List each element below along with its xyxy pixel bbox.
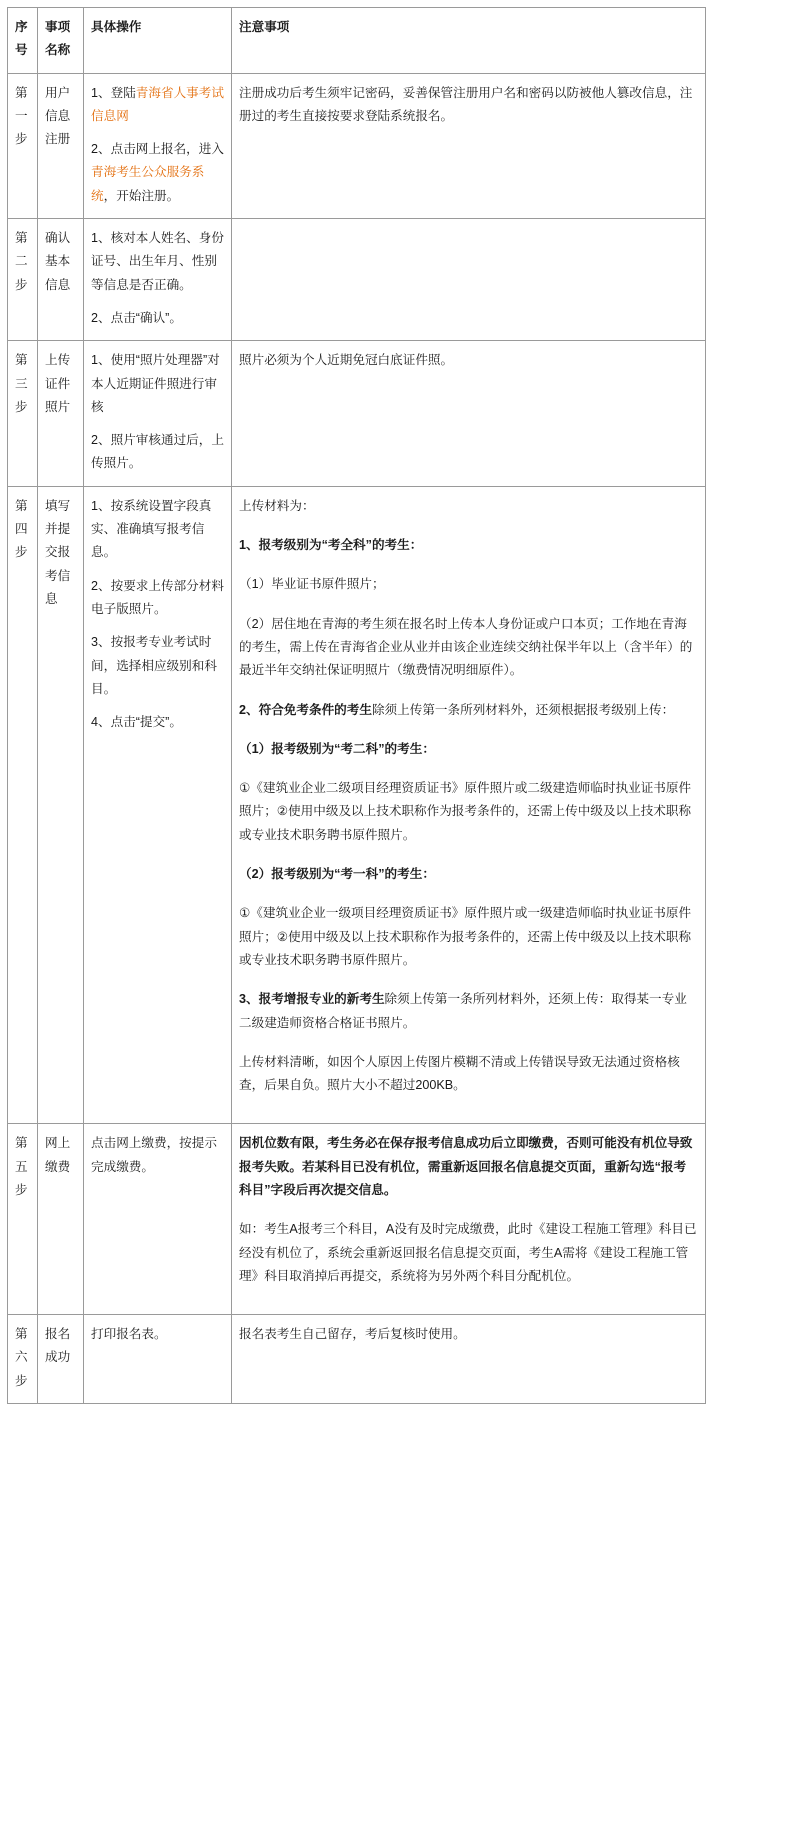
emphasis-text: （1）报考级别为“考二科”的考生： bbox=[239, 741, 435, 756]
cell-operations bbox=[84, 73, 232, 218]
cell-item-name: 网上缴费 bbox=[38, 1124, 84, 1315]
text-run: 上传材料清晰，如因个人原因上传图片模糊不清或上传错误导致无法通过资格核查，后果自负。照片大小不超过200KB。 bbox=[239, 1054, 680, 1093]
cell-step-number: 第五步 bbox=[8, 1124, 38, 1315]
text-run: 1、登陆 bbox=[91, 85, 136, 100]
paragraph bbox=[239, 613, 698, 683]
text-run: 2、点击“确认”。 bbox=[91, 310, 182, 325]
text-run: 除须上传第一条所列材料外，还须上传：取得某一专业二级建造师资格合格证书照片。 bbox=[239, 992, 687, 1030]
paragraph bbox=[91, 1323, 224, 1346]
table-body bbox=[8, 73, 706, 1403]
text-run: 2、照片审核通过后，上传照片。 bbox=[91, 433, 224, 471]
paragraph bbox=[239, 1051, 698, 1098]
cell-operations bbox=[84, 1315, 232, 1404]
table-row bbox=[8, 341, 706, 486]
table-row bbox=[8, 73, 706, 218]
emphasis-text: 3、报考增报专业的新考生 bbox=[239, 992, 385, 1007]
paragraph bbox=[91, 631, 224, 701]
paragraph bbox=[91, 429, 224, 476]
cell-step-number: 第六步 bbox=[8, 1315, 38, 1404]
text-run: 1、核对本人姓名、身份证号、出生年月、性别等信息是否正确。 bbox=[91, 231, 224, 292]
text-run: 2、按要求上传部分材料电子版照片。 bbox=[91, 578, 224, 616]
paragraph bbox=[239, 534, 698, 557]
text-run: 1、按系统设置字段真实、准确填写报考信息。 bbox=[91, 498, 212, 560]
paragraph bbox=[239, 988, 698, 1035]
paragraph bbox=[91, 349, 224, 419]
column-header-notes: 注意事项 bbox=[232, 8, 706, 74]
cell-notes bbox=[232, 73, 706, 218]
paragraph bbox=[239, 1132, 698, 1202]
external-link[interactable]: 青海考生公众服务系统 bbox=[91, 165, 205, 203]
paragraph bbox=[91, 1132, 224, 1179]
paragraph bbox=[239, 1218, 698, 1288]
text-run: ①《建筑业企业二级项目经理资质证书》原件照片或二级建造师临时执业证书原件照片；②使用中级及以上技术职称作为报考条件的，还需上传中级及以上技术职称或专业技术职务聘书原件照片。 bbox=[239, 781, 692, 842]
emphasis-text: 2、符合免考条件的考生 bbox=[239, 702, 372, 717]
paragraph bbox=[239, 82, 698, 129]
paragraph bbox=[91, 711, 224, 734]
table-row bbox=[8, 1124, 706, 1315]
text-run: ①《建筑业企业一级项目经理资质证书》原件照片或一级建造师临时执业证书原件照片；②使用中级及以上技术职称作为报考条件的，还需上传中级及以上技术职称或专业技术职务聘书原件照片。 bbox=[239, 906, 692, 967]
registration-procedure-table bbox=[7, 7, 706, 1404]
emphasis-text: （2）报考级别为“考一科”的考生： bbox=[239, 867, 435, 882]
paragraph bbox=[239, 1323, 698, 1346]
text-run: （1）毕业证书原件照片； bbox=[239, 577, 385, 592]
table-header bbox=[8, 8, 706, 74]
paragraph bbox=[91, 227, 224, 297]
cell-notes bbox=[232, 1315, 706, 1404]
text-run: 2、点击网上报名，进入 bbox=[91, 142, 224, 157]
paragraph bbox=[91, 82, 224, 129]
text-run: ，开始注册。 bbox=[103, 188, 180, 203]
cell-step-number: 第三步 bbox=[8, 341, 38, 486]
paragraph bbox=[91, 307, 224, 330]
text-run: 除须上传第一条所列材料外，还须根据报考级别上传： bbox=[371, 702, 675, 717]
text-run: （2）居住地在青海的考生须在报名时上传本人身份证或户口本页；工作地在青海的考生，需上传在青海省企业从业并由该企业连续交纳社保半年以上（含半年）的最近半年交纳社保证明照片（缴费情况明细原件）。 bbox=[239, 616, 693, 678]
table-row bbox=[8, 219, 706, 341]
paragraph bbox=[91, 495, 224, 565]
emphasis-text: 1、报考级别为“考全科”的考生： bbox=[239, 538, 423, 553]
text-run: 注册成功后考生须牢记密码，妥善保管注册用户名和密码以防被他人篡改信息，注册过的考生直接按要求登陆系统报名。 bbox=[239, 85, 693, 123]
paragraph bbox=[239, 349, 698, 372]
cell-operations bbox=[84, 219, 232, 341]
emphasis-text: 若某科目已没有机位，需重新返回报名信息提交页面，重新勾选“报考科目”字段后再次提交信息。 bbox=[239, 1159, 687, 1197]
cell-step-number: 第四步 bbox=[8, 486, 38, 1124]
text-run: 点击网上缴费，按提示完成缴费。 bbox=[91, 1136, 217, 1174]
text-run: 打印报名表。 bbox=[91, 1327, 167, 1342]
text-run: 照片必须为个人近期免冠白底证件照。 bbox=[239, 353, 454, 368]
cell-operations bbox=[84, 1124, 232, 1315]
cell-item-name: 上传证件照片 bbox=[38, 341, 84, 486]
cell-item-name: 确认基本信息 bbox=[38, 219, 84, 341]
cell-notes bbox=[232, 486, 706, 1124]
cell-item-name: 填写并提交报考信息 bbox=[38, 486, 84, 1124]
cell-operations bbox=[84, 341, 232, 486]
cell-step-number: 第一步 bbox=[8, 73, 38, 218]
cell-operations bbox=[84, 486, 232, 1124]
column-header-sequence: 序号 bbox=[8, 8, 38, 74]
table-row bbox=[8, 486, 706, 1124]
cell-step-number: 第二步 bbox=[8, 219, 38, 341]
cell-notes bbox=[232, 219, 706, 341]
paragraph bbox=[91, 138, 224, 208]
text-run: 3、按报考专业考试时间，选择相应级别和科目。 bbox=[91, 635, 217, 696]
cell-notes bbox=[232, 1124, 706, 1315]
paragraph bbox=[239, 495, 698, 518]
text-run: 上传材料为： bbox=[239, 498, 315, 513]
text-run: 如：考生A报考三个科目，A没有及时完成缴费，此时《建设工程施工管理》科目已经没有机位了，系统会重新返回报名信息提交页面，考生A需将《建设工程施工管理》科目取消掉后再提交，系统将为另外两个科目分配机位。 bbox=[239, 1222, 697, 1283]
paragraph bbox=[239, 573, 698, 596]
text-run: 4、点击“提交”。 bbox=[91, 715, 182, 730]
table-header-row bbox=[8, 8, 706, 74]
column-header-operation: 具体操作 bbox=[84, 8, 232, 74]
paragraph bbox=[239, 777, 698, 847]
paragraph bbox=[239, 902, 698, 972]
cell-item-name: 报名成功 bbox=[38, 1315, 84, 1404]
paragraph bbox=[91, 575, 224, 622]
text-run: 1、使用“照片处理器”对本人近期证件照进行审核 bbox=[91, 353, 220, 414]
cell-item-name: 用户信息注册 bbox=[38, 73, 84, 218]
paragraph bbox=[239, 738, 698, 761]
external-link[interactable]: 青海省人事考试信息网 bbox=[91, 85, 224, 123]
emphasis-text: 因机位数有限，考生务必在保存报考信息成功后立即缴费，否则可能没有机位导致报考失败。 bbox=[239, 1136, 693, 1174]
cell-notes bbox=[232, 341, 706, 486]
paragraph bbox=[239, 699, 698, 722]
paragraph bbox=[239, 863, 698, 886]
column-header-item-name: 事项名称 bbox=[38, 8, 84, 74]
text-run: 报名表考生自己留存，考后复核时使用。 bbox=[239, 1327, 466, 1342]
table-row bbox=[8, 1315, 706, 1404]
